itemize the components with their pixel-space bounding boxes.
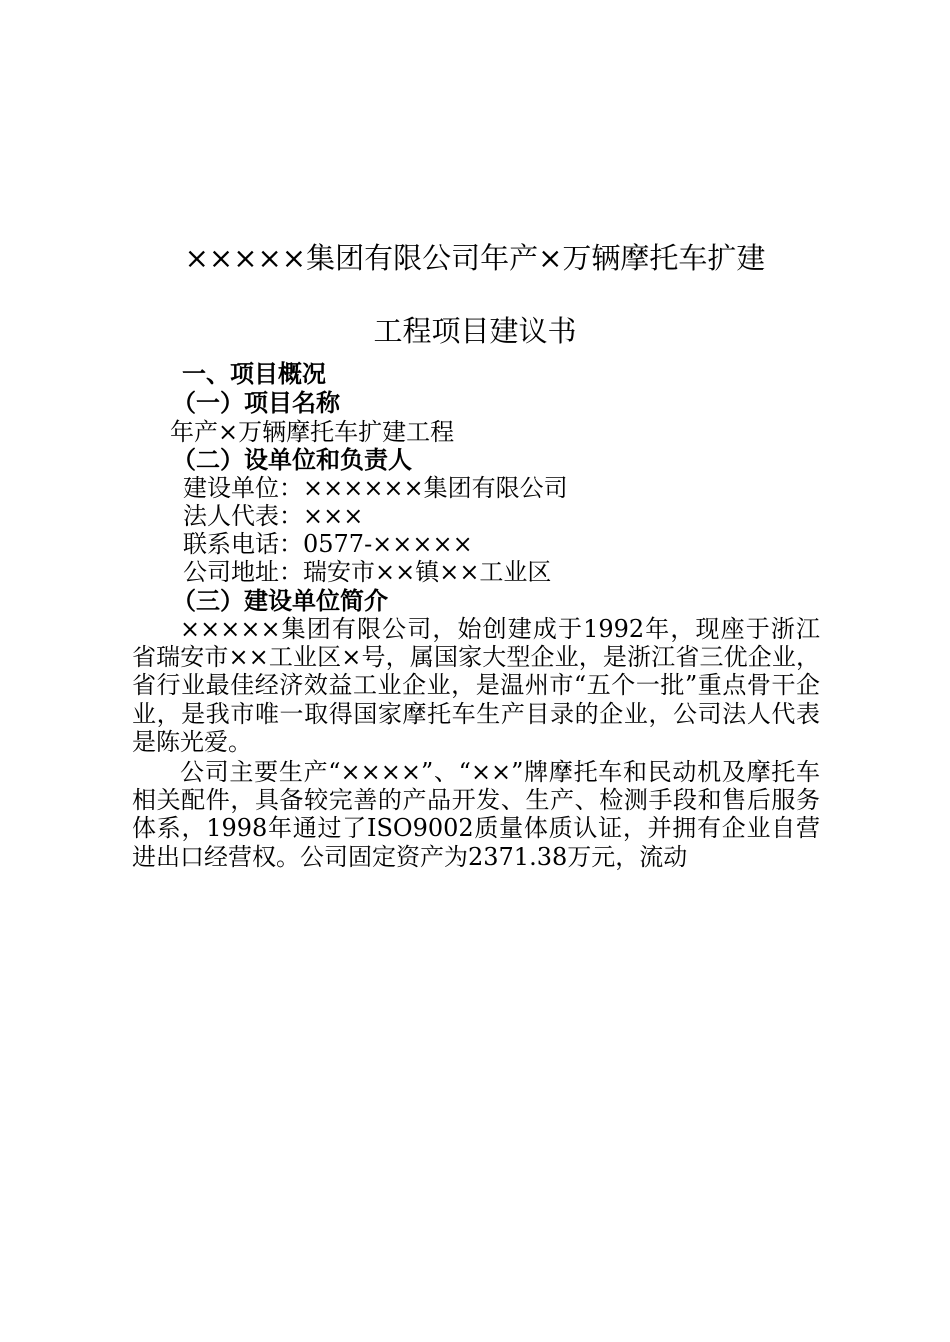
project-name-text: 年产×万辆摩托车扩建工程 <box>170 418 455 446</box>
subsection-heading-unit-and-owner: （二）设单位和负责人 <box>172 446 412 474</box>
subsection-heading-company-profile: （三）建设单位简介 <box>172 587 388 615</box>
subsection-heading-project-name: （一）项目名称 <box>172 389 340 417</box>
company-profile-paragraph-2: 公司主要生产“××××”、“××”牌摩托车和民动机及摩托车相关配件，具备较完善的产品开发、生产、检测手段和售后服务体系，1998年通过了ISO9002质量体质认证，并拥有企业自营进出口经营权。公司固定资产为2371.38万元，流动 <box>132 758 820 871</box>
company-profile-paragraph-1: ×××××集团有限公司，始创建成于1992年，现座于浙江省瑞安市××工业区×号，属国家大型企业，是浙江省三优企业，省行业最佳经济效益工业企业，是温州市“五个一批”重点骨干企业，是我市唯一取得国家摩托车生产目录的企业，公司法人代表是陈光爱。 <box>132 615 820 756</box>
construction-unit-line: 建设单位：××××××集团有限公司 <box>183 474 568 502</box>
section-heading-overview: 一、项目概况 <box>182 360 326 388</box>
company-address-line: 公司地址：瑞安市××镇××工业区 <box>183 558 552 586</box>
document-title-line-2: 工程项目建议书 <box>373 314 577 348</box>
contact-phone-line: 联系电话：0577-××××× <box>183 530 473 558</box>
document-title-line-1: ×××××集团有限公司年产×万辆摩托车扩建 <box>184 241 766 275</box>
legal-representative-line: 法人代表：××× <box>183 502 364 530</box>
